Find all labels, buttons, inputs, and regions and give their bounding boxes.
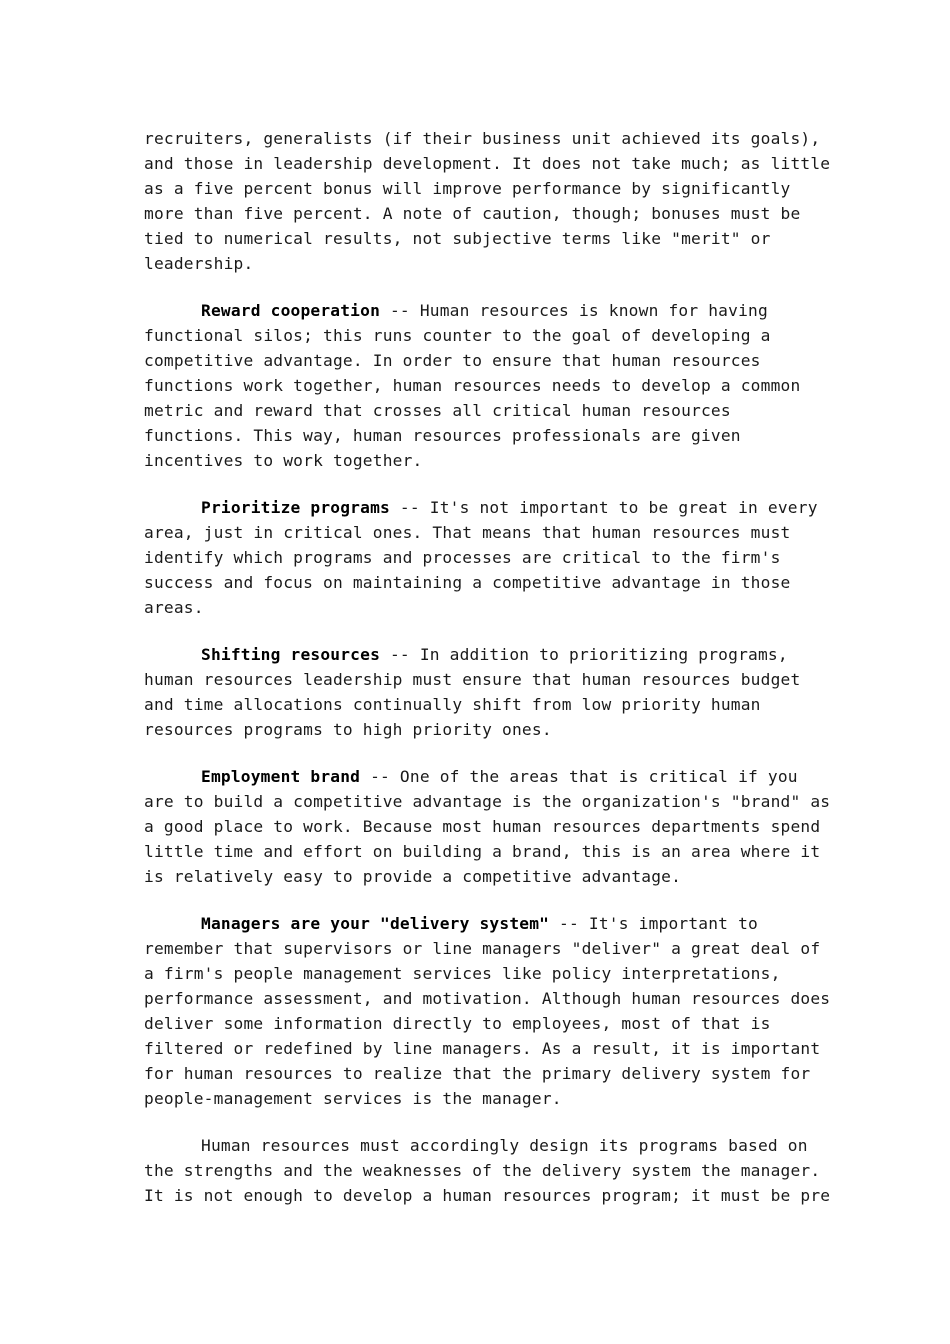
text-line — [144, 595, 824, 620]
text-line — [144, 545, 824, 570]
line-text: metric and reward that crosses all critical human resources — [144, 401, 731, 420]
text-line — [144, 373, 824, 398]
text-line — [144, 1061, 824, 1086]
line-text: resources programs to high priority ones. — [144, 720, 552, 739]
line-text: people-management services is the manager. — [144, 1089, 562, 1108]
section-term: Managers are your "delivery system" — [201, 914, 550, 933]
line-text: Human resources must accordingly design its programs based on — [201, 1136, 808, 1155]
text-line — [144, 1086, 824, 1111]
text-line — [144, 1133, 824, 1158]
paragraph-reward-cooperation — [144, 298, 824, 473]
text-line — [144, 251, 824, 276]
paragraph-shifting-resources — [144, 642, 824, 742]
text-line — [144, 789, 831, 814]
line-text: as a five percent bonus will improve performance by significantly — [144, 179, 791, 198]
text-line — [144, 936, 824, 961]
line-text: the strengths and the weaknesses of the delivery system the manager. — [144, 1161, 821, 1180]
line-text: -- It's not important to be great in every — [389, 498, 818, 517]
line-text: and time allocations continually shift from low priority human — [144, 695, 761, 714]
line-text: incentives to work together. — [144, 451, 423, 470]
text-line — [144, 717, 824, 742]
text-line — [144, 642, 824, 667]
line-text: -- It's important to — [549, 914, 758, 933]
line-text: human resources leadership must ensure that human resources budget — [144, 670, 801, 689]
paragraph-managers-delivery-system — [144, 911, 831, 1111]
line-text: identify which programs and processes are critical to the firm's — [144, 548, 781, 567]
text-line — [144, 864, 824, 889]
document-body — [144, 126, 831, 1230]
line-text: performance assessment, and motivation. Although human resources does — [144, 989, 831, 1008]
line-text: It is not enough to develop a human resources program; it must be pre — [144, 1186, 831, 1205]
text-line — [144, 226, 824, 251]
line-text: functions work together, human resources needs to develop a common — [144, 376, 801, 395]
line-text: are to build a competitive advantage is the organization's "brand" as — [144, 792, 831, 811]
text-line — [144, 911, 824, 936]
paragraph-design-programs — [144, 1133, 831, 1208]
text-line — [144, 814, 824, 839]
section-term: Shifting resources — [201, 645, 381, 664]
line-text: leadership. — [144, 254, 254, 273]
line-text: a good place to work. Because most human resources departments spend — [144, 817, 821, 836]
line-text: -- One of the areas that is critical if you — [360, 767, 798, 786]
line-text: tied to numerical results, not subjective terms like "merit" or — [144, 229, 771, 248]
text-line — [144, 176, 824, 201]
line-text: area, just in critical ones. That means that human resources must — [144, 523, 791, 542]
text-line — [144, 692, 824, 717]
text-line — [144, 570, 824, 595]
section-term: Prioritize programs — [201, 498, 390, 517]
text-line — [144, 495, 824, 520]
text-line — [144, 1158, 824, 1183]
line-text: competitive advantage. In order to ensure that human resources — [144, 351, 761, 370]
text-line — [144, 348, 824, 373]
text-line — [144, 1036, 824, 1061]
text-line — [144, 398, 824, 423]
text-line — [144, 126, 824, 151]
line-text: for human resources to realize that the primary delivery system for — [144, 1064, 811, 1083]
line-text: areas. — [144, 598, 204, 617]
section-term: Reward cooperation — [201, 301, 381, 320]
line-text: success and focus on maintaining a competitive advantage in those — [144, 573, 791, 592]
text-line — [144, 986, 831, 1011]
section-term: Employment brand — [201, 767, 361, 786]
text-line — [144, 323, 824, 348]
line-text: filtered or redefined by line managers. As a result, it is important — [144, 1039, 821, 1058]
line-text: more than five percent. A note of caution, though; bonuses must be — [144, 204, 801, 223]
text-line — [144, 423, 824, 448]
text-line — [144, 151, 831, 176]
text-line — [144, 839, 824, 864]
line-text: deliver some information directly to employees, most of that is — [144, 1014, 771, 1033]
text-line — [144, 1011, 824, 1036]
line-text: recruiters, generalists (if their business unit achieved its goals), — [144, 129, 821, 148]
line-text: a firm's people management services like policy interpretations, — [144, 964, 781, 983]
text-line — [144, 961, 824, 986]
line-text: functions. This way, human resources professionals are given — [144, 426, 741, 445]
text-line — [144, 448, 824, 473]
text-line — [144, 520, 824, 545]
text-line — [144, 764, 824, 789]
line-text: functional silos; this runs counter to the goal of developing a — [144, 326, 771, 345]
text-line — [144, 201, 824, 226]
paragraph-employment-brand — [144, 764, 831, 889]
line-text: -- In addition to prioritizing programs, — [380, 645, 788, 664]
line-text: is relatively easy to provide a competitive advantage. — [144, 867, 682, 886]
line-text: remember that supervisors or line managers "deliver" a great deal of — [144, 939, 821, 958]
paragraph-prioritize-programs — [144, 495, 824, 620]
line-text: -- Human resources is known for having — [380, 301, 768, 320]
text-line — [144, 667, 824, 692]
line-text: and those in leadership development. It does not take much; as little — [144, 154, 831, 173]
line-text: little time and effort on building a brand, this is an area where it — [144, 842, 821, 861]
text-line — [144, 298, 824, 323]
paragraph-intro-continued — [144, 126, 831, 276]
text-line — [144, 1183, 831, 1208]
